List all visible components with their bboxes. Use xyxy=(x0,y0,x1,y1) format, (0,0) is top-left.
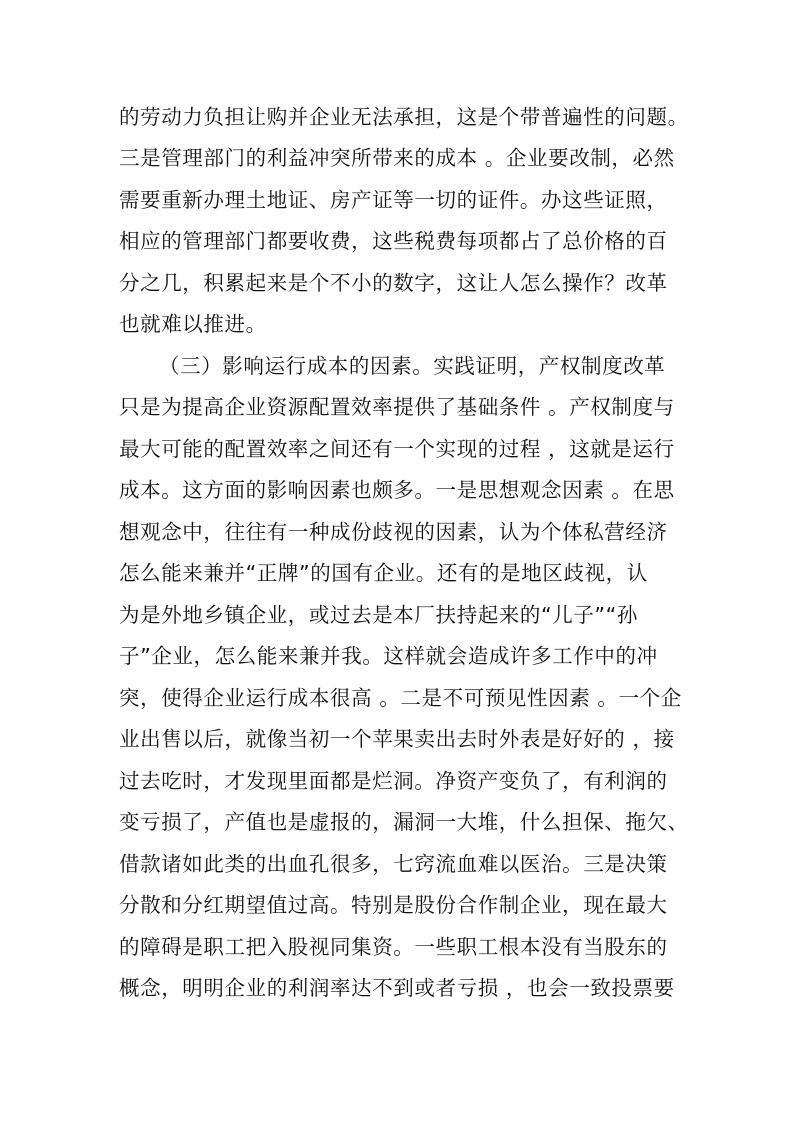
text-line-16: 业出售以后，就像当初一个苹果卖出去时外表是好好的 ，接 xyxy=(119,727,675,751)
text-line-7-section-heading: （三）影响运行成本的因素。实践证明，产权制度改革 xyxy=(159,354,666,378)
text-line-19: 借款诸如此类的出血孔很多，七窍流血难以医治。三是决策 xyxy=(119,852,668,876)
text-line-9: 最大可能的配置效率之间还有一个实现的过程 ，这就是运行 xyxy=(119,437,675,461)
text-line-3: 需要重新办理土地证、房产证等一切的证件。办这些证照， xyxy=(119,188,668,212)
text-line-12: 怎么能来兼并“正牌”的国有企业。还有的是地区歧视，认 xyxy=(119,561,648,585)
text-line-21: 的障碍是职工把入股视同集资。一些职工根本没有当股东的 xyxy=(119,935,668,959)
text-line-13: 为是外地乡镇企业，或过去是本厂扶持起来的“儿子”“孙 xyxy=(119,603,638,627)
text-line-6: 也就难以推进。 xyxy=(119,312,267,336)
text-line-11: 想观念中，往往有一种成份歧视的因素，认为个体私营经济 xyxy=(119,520,668,544)
text-line-22: 概念，明明企业的利润率达不到或者亏损 ，也会一致投票要 xyxy=(119,976,675,1000)
text-line-4: 相应的管理部门都要收费，这些税费每项都占了总价格的百 xyxy=(119,229,668,253)
text-line-2: 三是管理部门的利益冲突所带来的成本 。企业要改制，必然 xyxy=(119,146,675,170)
text-line-15: 突，使得企业运行成本很高 。二是不可预见性因素 。一个企 xyxy=(119,686,682,710)
text-line-20: 分散和分红期望值过高。特别是股份合作制企业，现在最大 xyxy=(119,893,668,917)
text-line-18: 变亏损了，产值也是虚报的，漏洞一大堆，什么担保、拖欠、 xyxy=(119,810,689,834)
text-line-5: 分之几，积累起来是个不小的数字，这让人怎么操作？改革 xyxy=(119,271,668,295)
text-line-10: 成本。这方面的影响因素也颇多。一是思想观念因素 。在思 xyxy=(119,478,675,502)
text-line-1: 的劳动力负担让购并企业无法承担，这是个带普遍性的问题。 xyxy=(119,105,689,129)
text-line-14: 子”企业，怎么能来兼并我。这样就会造成许多工作中的冲 xyxy=(119,644,658,668)
text-line-8: 只是为提高企业资源配置效率提供了基础条件 。产权制度与 xyxy=(119,395,675,419)
text-line-17: 过去吃时，才发现里面都是烂洞。净资产变负了，有利润的 xyxy=(119,769,668,793)
